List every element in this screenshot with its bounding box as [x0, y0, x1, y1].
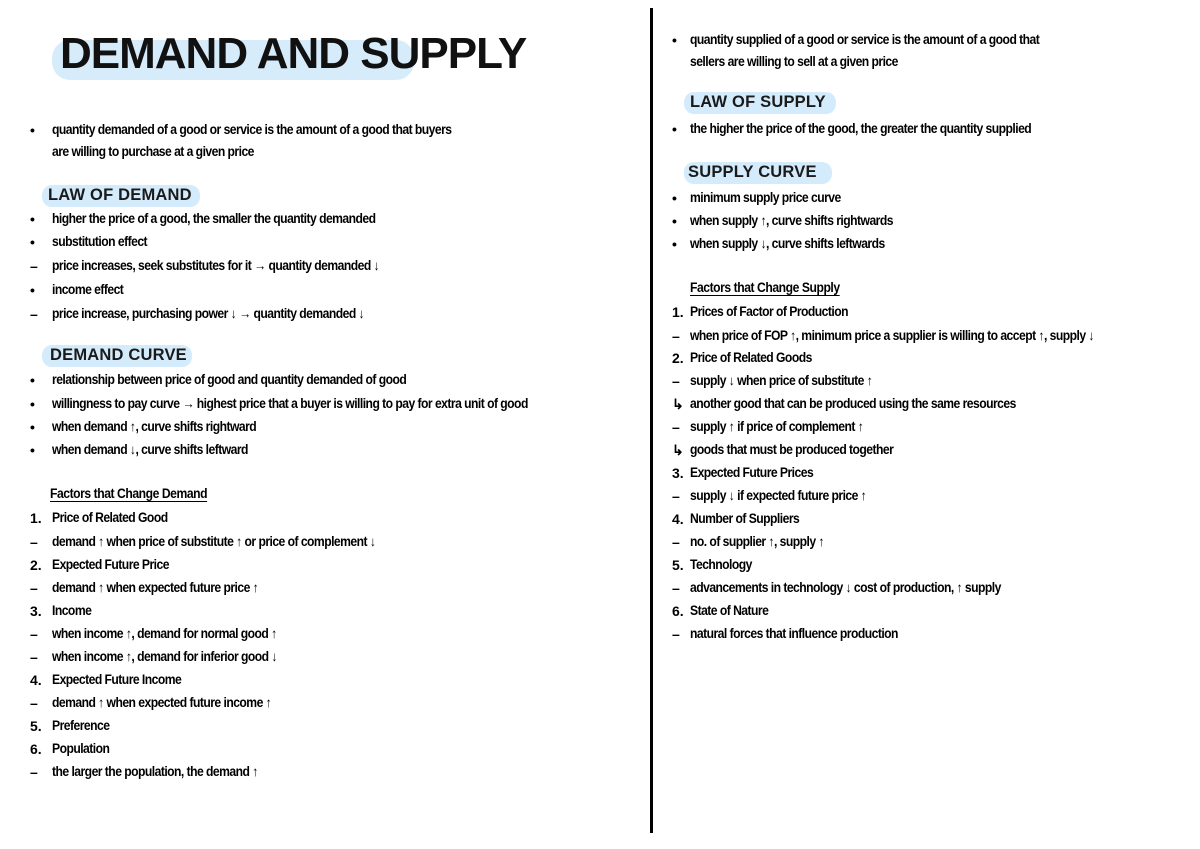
list-marker: – [30, 695, 38, 711]
list-marker: – [672, 488, 680, 504]
list-item: Number of Suppliers [690, 511, 800, 526]
list-item: income effect [52, 282, 124, 297]
column-divider [650, 8, 653, 833]
list-marker: • [30, 419, 35, 435]
list-marker: • [30, 282, 35, 298]
list-item: demand ↑ when price of substitute ↑ or price of complement ↓ [52, 534, 376, 549]
list-item: relationship between price of good and quantity demanded of good [52, 372, 407, 387]
list-marker: • [672, 213, 677, 229]
list-marker: 5. [672, 557, 684, 573]
list-marker: – [30, 534, 38, 550]
list-marker: • [672, 121, 677, 137]
list-marker: – [672, 626, 680, 642]
list-item: supply ↓ when price of substitute ↑ [690, 373, 873, 388]
list-marker: • [672, 236, 677, 252]
list-marker: 6. [672, 603, 684, 619]
list-marker: • [672, 32, 677, 48]
list-item: when demand ↓, curve shifts leftward [52, 442, 248, 457]
list-item: demand ↑ when expected future income ↑ [52, 695, 272, 710]
supply-curve-heading: SUPPLY CURVE [688, 163, 817, 181]
list-marker: 2. [672, 350, 684, 366]
list-item: Technology [690, 557, 752, 572]
list-item: price increase, purchasing power ↓ → quantity demanded ↓ [52, 306, 365, 321]
list-item: Income [52, 603, 92, 618]
list-item: Expected Future Prices [690, 465, 814, 480]
page-title: DEMAND AND SUPPLY [60, 29, 527, 78]
list-item: Preference [52, 718, 110, 733]
list-item: price increases, seek substitutes for it → quantity demanded ↓ [52, 258, 380, 273]
list-item: Expected Future Income [52, 672, 182, 687]
list-item: goods that must be produced together [690, 442, 894, 457]
list-item: minimum supply price curve [690, 190, 841, 205]
list-item: when income ↑, demand for inferior good ↓ [52, 649, 277, 664]
list-marker: 1. [672, 304, 684, 320]
law-of-supply-heading: LAW OF SUPPLY [690, 93, 826, 111]
list-item: Prices of Factor of Production [690, 304, 848, 319]
list-item: no. of supplier ↑, supply ↑ [690, 534, 824, 549]
list-marker: • [30, 396, 35, 412]
list-item: the higher the price of the good, the greater the quantity supplied [690, 121, 1032, 136]
list-item: substitution effect [52, 234, 148, 249]
demand-intro-line-2: are willing to purchase at a given price [52, 144, 254, 159]
list-marker: 6. [30, 741, 42, 757]
list-item: supply ↑ if price of complement ↑ [690, 419, 864, 434]
list-item: when income ↑, demand for normal good ↑ [52, 626, 277, 641]
list-item: advancements in technology ↓ cost of production, ↑ supply [690, 580, 1001, 595]
list-marker: • [30, 372, 35, 388]
list-item: willingness to pay curve → highest price that a buyer is willing to pay for extra unit of good [52, 396, 528, 411]
list-marker: – [672, 328, 680, 344]
list-item: Price of Related Goods [690, 350, 812, 365]
list-marker: 3. [30, 603, 42, 619]
list-marker: – [30, 764, 38, 780]
list-marker: – [30, 626, 38, 642]
list-marker: – [30, 580, 38, 596]
list-item: supply ↓ if expected future price ↑ [690, 488, 867, 503]
list-marker: 1. [30, 510, 42, 526]
list-marker: 4. [30, 672, 42, 688]
right-column [654, 0, 1200, 849]
demand-intro-line-1: quantity demanded of a good or service is the amount of a good that buyers [52, 122, 452, 137]
list-item: when supply ↓, curve shifts leftwards [690, 236, 885, 251]
list-marker: 5. [30, 718, 42, 734]
factors-supply-heading: Factors that Change Supply [690, 280, 840, 295]
list-item: when price of FOP ↑, minimum price a supplier is willing to accept ↑, supply ↓ [690, 328, 1094, 343]
list-item: natural forces that influence production [690, 626, 898, 641]
list-marker: 4. [672, 511, 684, 527]
list-marker: • [30, 234, 35, 250]
list-marker: • [30, 442, 35, 458]
list-marker: – [672, 419, 680, 435]
list-marker: – [672, 534, 680, 550]
list-item: when supply ↑, curve shifts rightwards [690, 213, 893, 228]
list-item: quantity supplied of a good or service is the amount of a good that [690, 32, 1040, 47]
list-marker: 3. [672, 465, 684, 481]
list-marker: – [30, 306, 38, 322]
list-marker: 2. [30, 557, 42, 573]
list-item: Expected Future Price [52, 557, 169, 572]
list-item: another good that can be produced using the same resources [690, 396, 1016, 411]
bullet-mark: • [30, 122, 35, 138]
list-item: State of Nature [690, 603, 769, 618]
list-marker: ↳ [672, 396, 684, 412]
factors-demand-heading: Factors that Change Demand [50, 486, 208, 501]
list-item: demand ↑ when expected future price ↑ [52, 580, 259, 595]
list-item: Price of Related Good [52, 510, 168, 525]
list-item: sellers are willing to sell at a given price [690, 54, 898, 69]
list-item: Population [52, 741, 110, 756]
list-marker: – [30, 258, 38, 274]
list-marker: – [30, 649, 38, 665]
list-marker: – [672, 580, 680, 596]
law-of-demand-heading: LAW OF DEMAND [48, 186, 192, 204]
list-marker: • [672, 190, 677, 206]
list-item: the larger the population, the demand ↑ [52, 764, 258, 779]
list-marker: ↳ [672, 442, 684, 458]
list-marker: – [672, 373, 680, 389]
list-item: when demand ↑, curve shifts rightward [52, 419, 257, 434]
list-item: higher the price of a good, the smaller the quantity demanded [52, 211, 376, 226]
list-marker: • [30, 211, 35, 227]
demand-curve-heading: DEMAND CURVE [50, 346, 187, 364]
